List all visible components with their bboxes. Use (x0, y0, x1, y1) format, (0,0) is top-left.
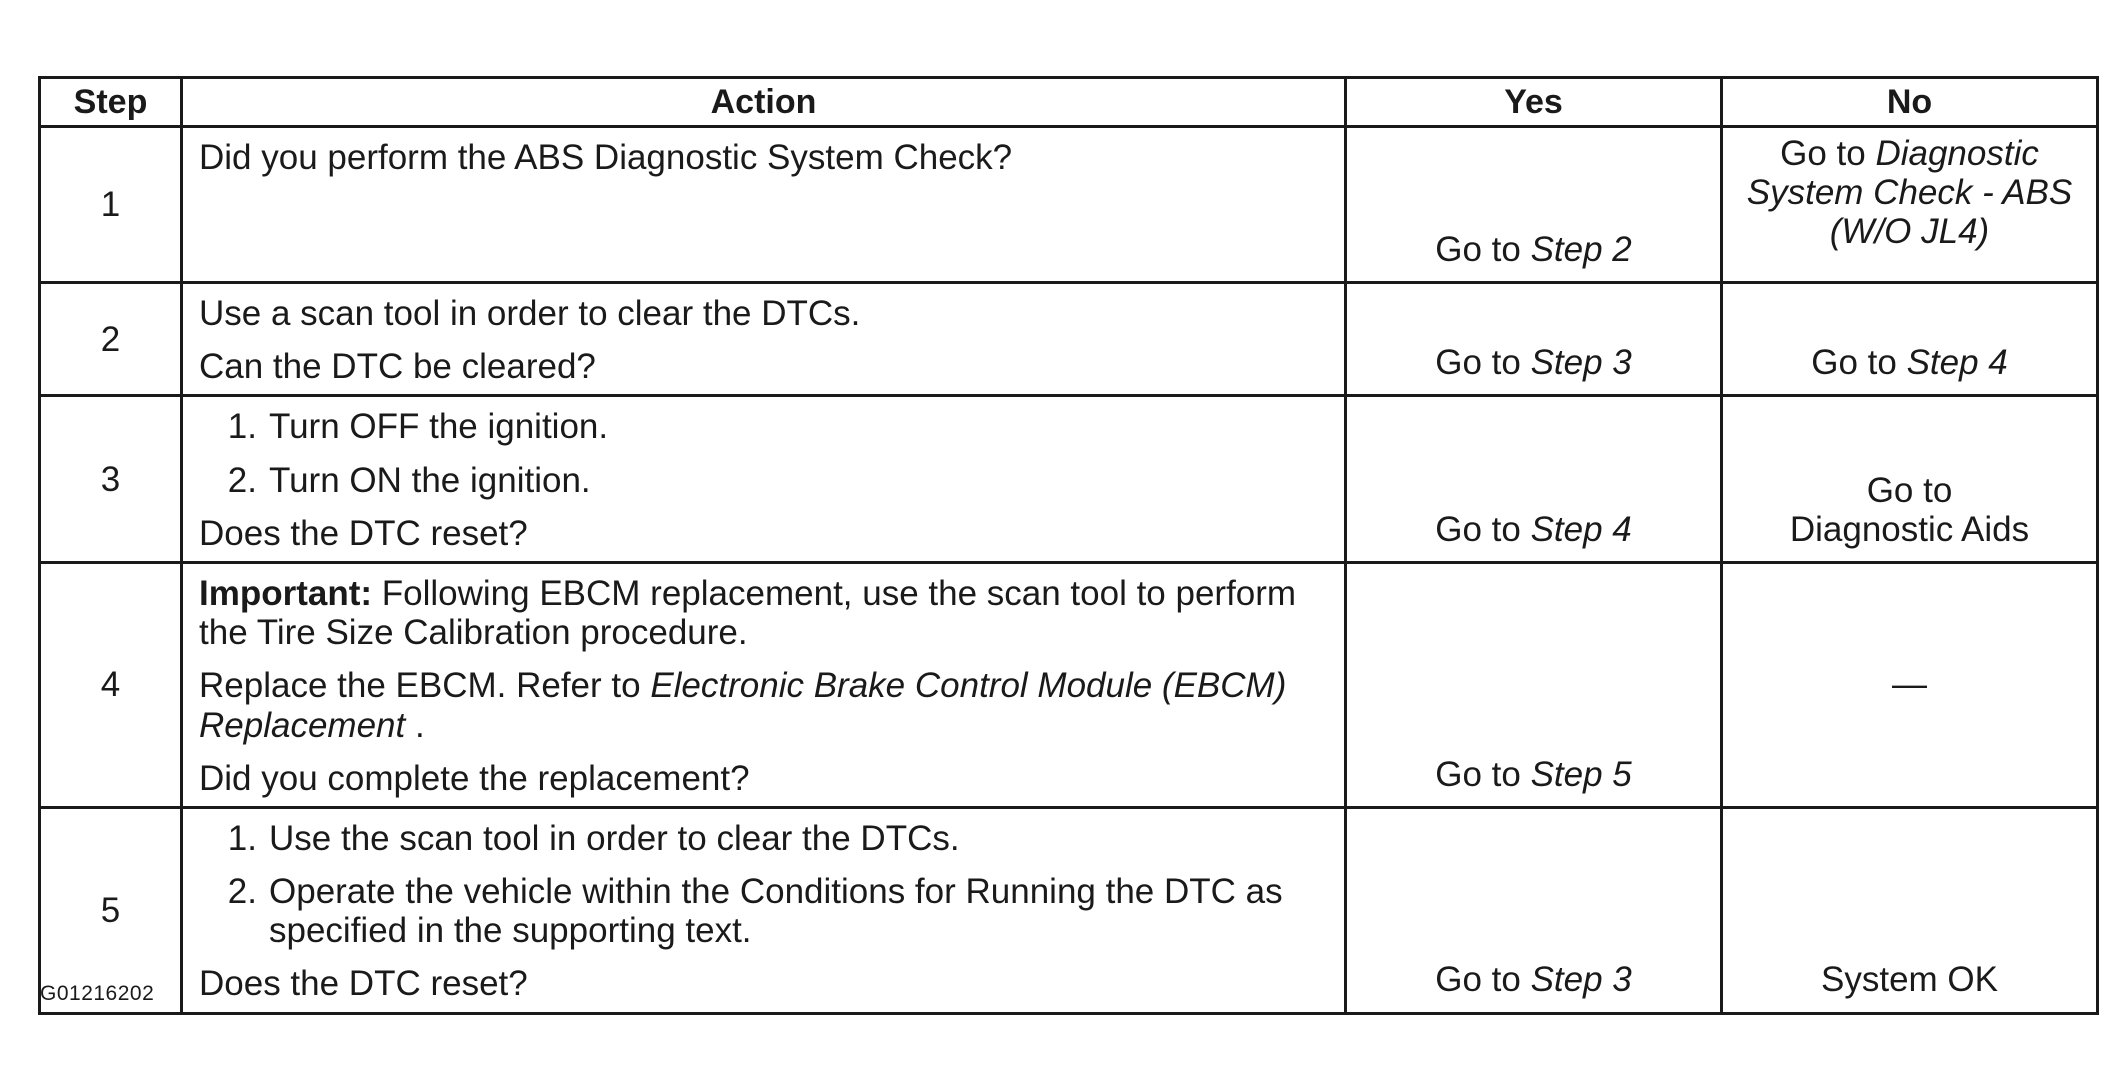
step-number: 3 (40, 396, 182, 563)
yes-prefix: Go to (1435, 229, 1531, 269)
no-prefix: Go to (1780, 134, 1876, 173)
action-cell (182, 127, 1346, 283)
no-link[interactable]: Step 4 (1906, 343, 2008, 383)
no-cell (1722, 127, 2098, 283)
no-dash: — (1892, 665, 1927, 705)
replacement-link[interactable]: Electronic Brake Control Module (EBCM) Replacement (199, 666, 1287, 745)
yes-cell (1346, 807, 1722, 1013)
action-list-item: 1. Turn OFF the ignition. (227, 407, 609, 447)
no-cell (1722, 283, 2098, 396)
no-cell (1722, 562, 2098, 807)
no-link[interactable]: Diagnostic Aids (1789, 509, 2030, 549)
header-action: Action (182, 78, 1346, 127)
action-text: Use a scan tool in order to clear the DTCs. (199, 294, 861, 333)
table-row (40, 127, 2098, 283)
step-number: 2 (40, 283, 182, 396)
action-list-item: 2. Turn ON the ignition. (227, 460, 591, 500)
action-question: Can the DTC be cleared? (199, 347, 596, 387)
no-text: System OK (1821, 960, 1998, 1000)
yes-prefix: Go to (1435, 343, 1531, 383)
yes-link[interactable]: Step 3 (1530, 960, 1632, 1000)
table-row (40, 396, 2098, 563)
yes-cell (1346, 396, 1722, 563)
action-cell (182, 396, 1346, 563)
action-cell (182, 807, 1346, 1013)
action-text: Did you perform the ABS Diagnostic System Check? (199, 138, 1013, 177)
action-list-item: 2. Operate the vehicle within the Conditions for Running the DTC as specified in the supporting text. (227, 872, 1283, 951)
header-no: No (1722, 78, 2098, 127)
no-cell (1722, 396, 2098, 563)
important-note (199, 574, 1328, 652)
no-prefix: Go to (1811, 343, 1907, 383)
no-text: Go to (1866, 470, 1953, 510)
yes-cell (1346, 283, 1722, 396)
yes-link[interactable]: Step 2 (1530, 229, 1632, 269)
action-question: Does the DTC reset? (199, 513, 528, 553)
yes-prefix: Go to (1435, 960, 1531, 1000)
table-row (40, 807, 2098, 1013)
action-list-item: 1. Use the scan tool in order to clear the DTCs. (227, 818, 960, 858)
yes-prefix: Go to (1435, 754, 1531, 794)
yes-prefix: Go to (1435, 509, 1531, 549)
step-number: 5 (40, 807, 182, 1013)
figure-id: G01216202 (40, 982, 155, 1005)
action-cell (182, 562, 1346, 807)
table-row (40, 562, 2098, 807)
yes-link[interactable]: Step 3 (1530, 343, 1632, 383)
action-question: Did you complete the replacement? (199, 758, 750, 798)
replace-instruction: Replace the EBCM. Refer to Electronic Brake Control Module (EBCM) Replacement . (199, 666, 1287, 745)
action-question: Does the DTC reset? (199, 964, 528, 1004)
header-step: Step (40, 78, 182, 127)
step-number: 4 (40, 562, 182, 807)
no-cell (1722, 807, 2098, 1013)
yes-link[interactable]: Step 4 (1530, 509, 1632, 549)
yes-cell (1346, 562, 1722, 807)
table-row (40, 283, 2098, 396)
action-cell (182, 283, 1346, 396)
step-number: 1 (40, 127, 182, 283)
important-label: Important: (199, 573, 373, 613)
yes-cell (1346, 127, 1722, 283)
important-text: Following EBCM replacement, use the scan tool to perform the Tire Size Calibration procedure. (199, 573, 1297, 653)
no-link[interactable]: Diagnostic System Check - ABS (W/O JL4) (1746, 134, 2073, 252)
table-header-row (40, 78, 2098, 127)
diagnostic-table (38, 76, 2099, 1015)
yes-link[interactable]: Step 5 (1530, 754, 1632, 794)
header-yes: Yes (1346, 78, 1722, 127)
